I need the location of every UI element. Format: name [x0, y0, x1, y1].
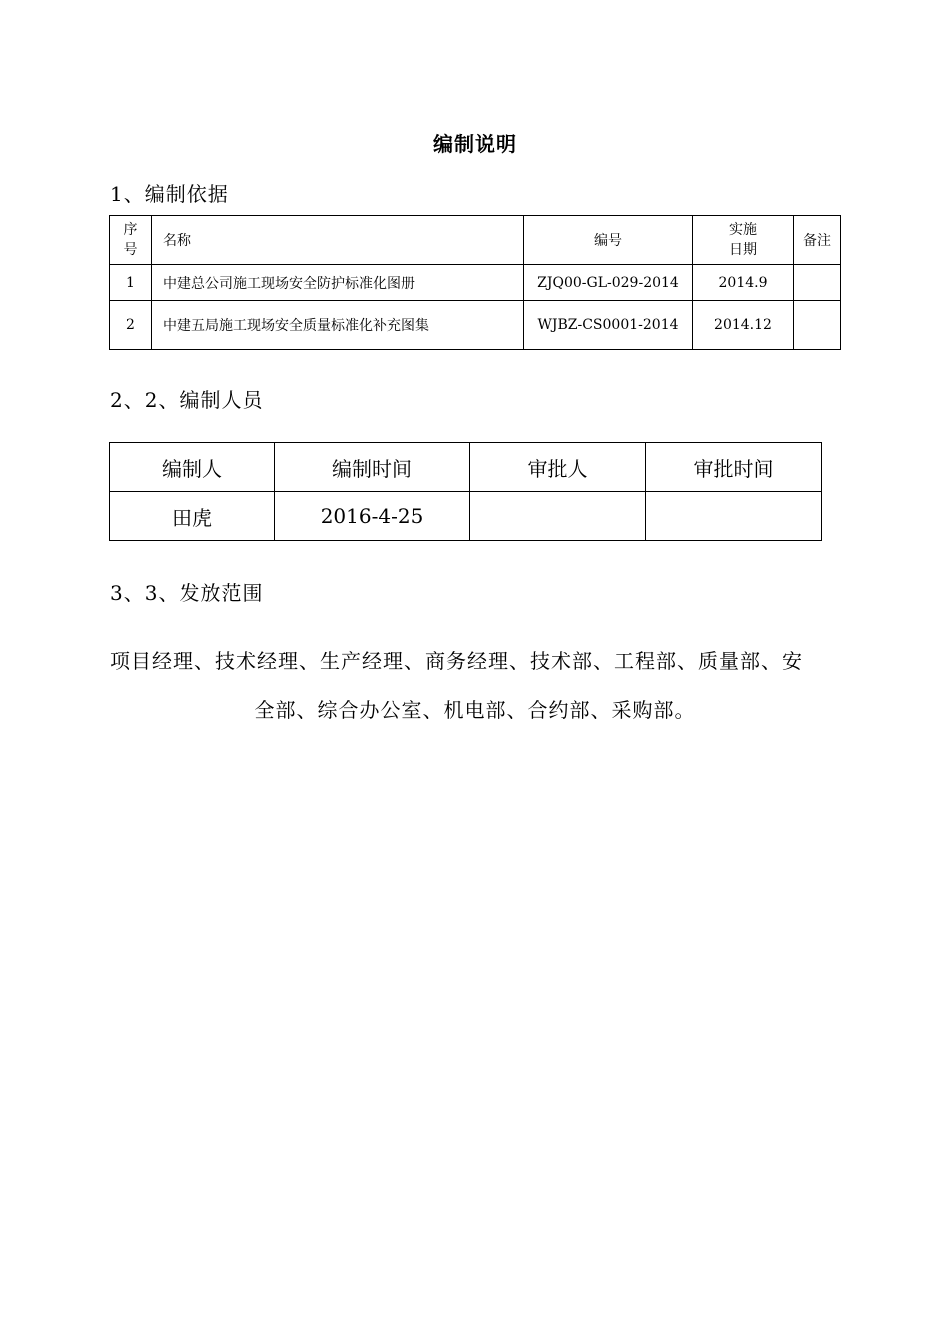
cell-date: 2014.12 — [693, 301, 794, 350]
header-name: 名称 — [152, 216, 524, 265]
section-heading-basis: 1、编制依据 — [110, 182, 229, 206]
personnel-table — [109, 442, 822, 541]
header-compiler: 编制人 — [110, 443, 275, 492]
cell-compile-time: 2016-4-25 — [275, 492, 470, 541]
basis-table — [109, 215, 841, 350]
table-row — [110, 492, 822, 541]
distribution-text-line2: 全部、综合办公室、机电部、合约部、采购部。 — [254, 698, 696, 722]
header-date-line2: 日期 — [729, 242, 757, 258]
distribution-text-line1: 项目经理、技术经理、生产经理、商务经理、技术部、工程部、质量部、安 — [110, 649, 803, 673]
header-approver: 审批人 — [470, 443, 646, 492]
cell-code: ZJQ00-GL-029-2014 — [524, 265, 693, 301]
table-header-row — [110, 216, 841, 265]
header-seq — [110, 216, 152, 265]
header-seq-line1: 序 — [123, 222, 138, 238]
section-heading-personnel: 2、2、编制人员 — [110, 388, 264, 412]
cell-compiler: 田虎 — [110, 492, 275, 541]
cell-seq: 2 — [110, 301, 152, 350]
cell-note — [794, 301, 841, 350]
document-title: 编制说明 — [433, 132, 517, 156]
table-row — [110, 301, 841, 350]
table-header-row — [110, 443, 822, 492]
header-compile-time: 编制时间 — [275, 443, 470, 492]
cell-seq: 1 — [110, 265, 152, 301]
header-note: 备注 — [794, 216, 841, 265]
section-heading-distribution: 3、3、发放范围 — [110, 581, 264, 605]
cell-note — [794, 265, 841, 301]
header-date-line1: 实施 — [729, 222, 757, 238]
cell-approve-time — [646, 492, 822, 541]
cell-approver — [470, 492, 646, 541]
header-code: 编号 — [524, 216, 693, 265]
table-row — [110, 265, 841, 301]
header-date — [693, 216, 794, 265]
header-approve-time: 审批时间 — [646, 443, 822, 492]
cell-name: 中建五局施工现场安全质量标准化补充图集 — [152, 301, 524, 350]
cell-date: 2014.9 — [693, 265, 794, 301]
cell-code: WJBZ-CS0001-2014 — [524, 301, 693, 350]
header-seq-line2: 号 — [123, 242, 138, 258]
cell-name: 中建总公司施工现场安全防护标准化图册 — [152, 265, 524, 301]
